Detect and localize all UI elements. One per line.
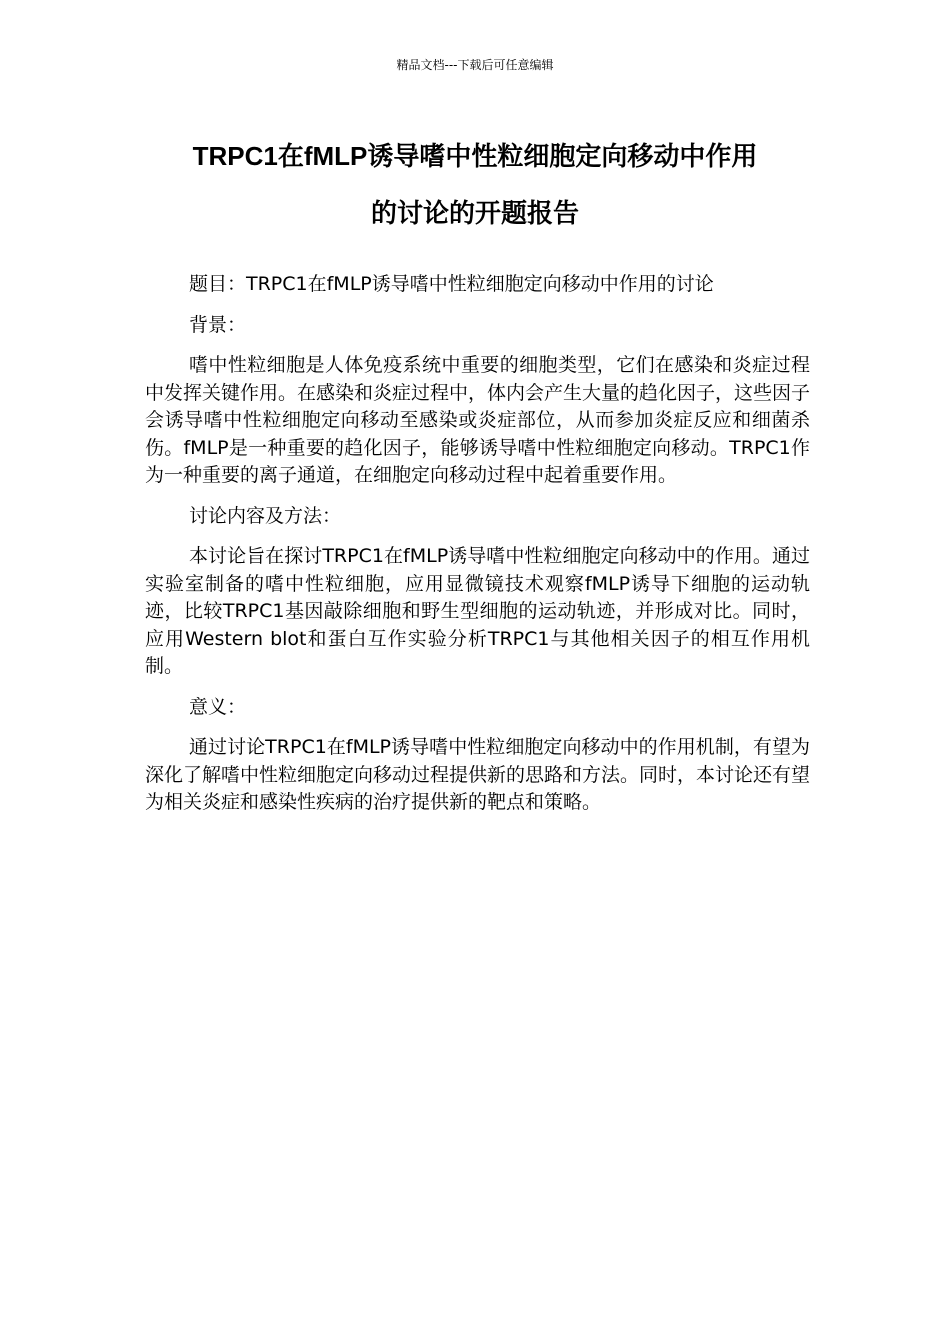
document-title-line-2: 的讨论的开题报告: [370, 198, 579, 228]
methods-heading: 讨论内容及方法：: [189, 504, 342, 527]
background-paragraph: 嗜中性粒细胞是人体免疫系统中重要的细胞类型，它们在感染和炎症过程中发挥关键作用。在感染和炎症过程中，体内会产生大量的趋化因子，这些因子会诱导嗜中性粒细胞定向移动至感染或炎症部位，从而参加炎症反应和细菌杀伤。fMLP是一种重要的趋化因子，能够诱导嗜中性粒细胞定向移动。TRPC1作为一种重要的离子通道，在细胞定向移动过程中起着重要作用。: [145, 354, 811, 486]
header-note: 精品文档---下载后可任意编辑: [396, 58, 554, 72]
significance-paragraph: 通过讨论TRPC1在fMLP诱导嗜中性粒细胞定向移动中的作用机制，有望为深化了解嗜中性粒细胞定向移动过程提供新的思路和方法。同时，本讨论还有望为相关炎症和感染性疾病的治疗提供新的靶点和策略。: [145, 736, 811, 813]
document-body: [145, 271, 810, 830]
methods-paragraph: 本讨论旨在探讨TRPC1在fMLP诱导嗜中性粒细胞定向移动中的作用。通过实验室制备的嗜中性粒细胞，应用显微镜技术观察fMLP诱导下细胞的运动轨迹，比较TRPC1基因敲除细胞和野生型细胞的运动轨迹，并形成对比。同时，应用Western blot和蛋白互作实验分析TRPC1与其他相关因子的相互作用机制。: [145, 545, 810, 677]
topic-paragraph: 题目：TRPC1在fMLP诱导嗜中性粒细胞定向移动中作用的讨论: [189, 273, 714, 295]
significance-heading: 意义：: [189, 695, 247, 718]
document-title-line-1: TRPC1在fMLP诱导嗜中性粒细胞定向移动中作用: [192, 141, 758, 171]
background-heading: 背景：: [189, 313, 247, 336]
